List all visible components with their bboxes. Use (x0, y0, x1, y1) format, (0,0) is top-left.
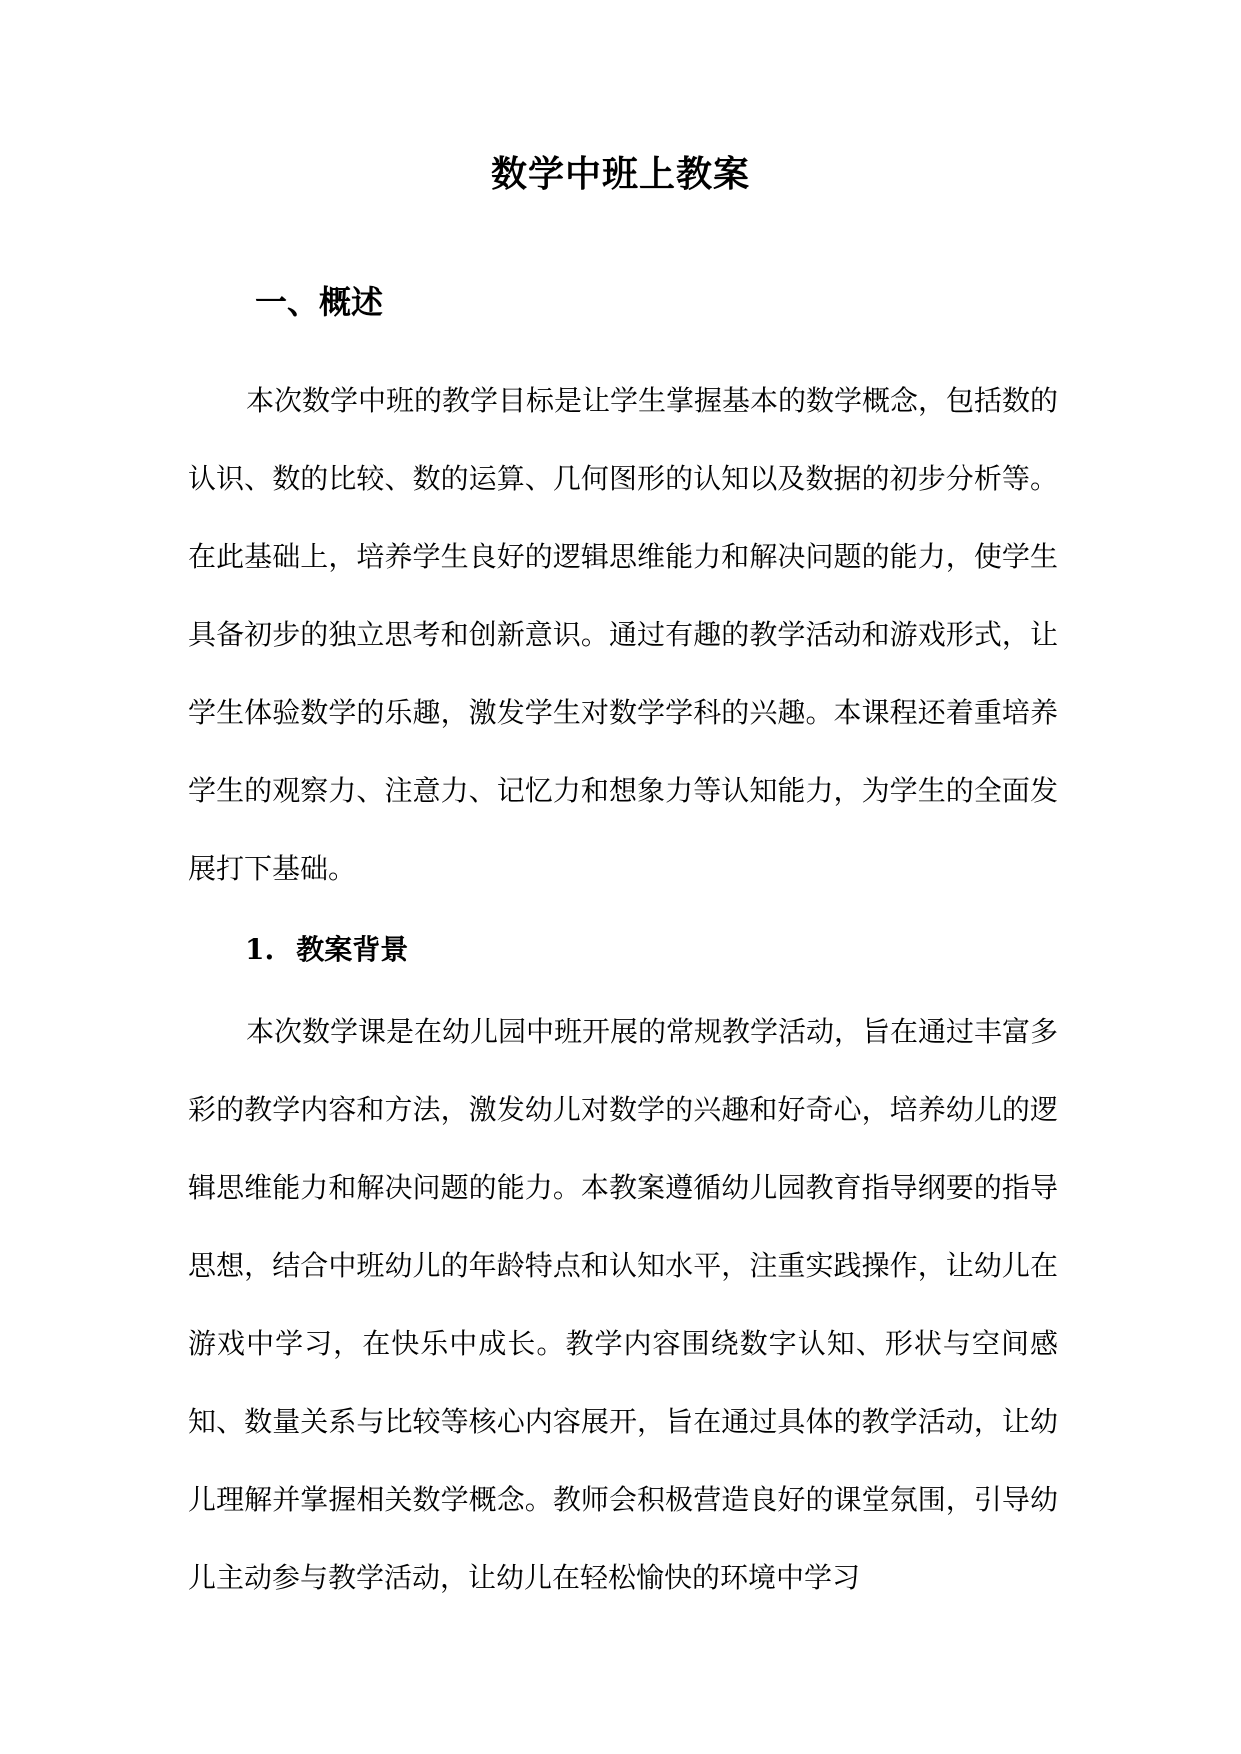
document-title: 数学中班上教案 (490, 153, 750, 195)
overview-paragraph: 本次数学中班的教学目标是让学生掌握基本的数学概念，包括数的认识、数的比较、数的运算、几何图形的认知以及数据的初步分析等。在此基础上，培养学生良好的逻辑思维能力和解决问题的能力，使学生具备初步的独立思考和创新意识。通过有趣的教学活动和游戏形式，让学生体验数学的乐趣，激发学生对数学学科的兴趣。本课程还着重培养学生的观察力、注意力、记忆力和想象力等认知能力，为学生的全面发展打下基础。 (188, 384, 1059, 885)
subsection-number: 1. (245, 933, 275, 966)
subsection-title: 教案背景 (296, 933, 409, 966)
section-heading-overview: 一、概述 (255, 283, 384, 321)
background-paragraph: 本次数学课是在幼儿园中班开展的常规教学活动，旨在通过丰富多彩的教学内容和方法，激发幼儿对数学的兴趣和好奇心，培养幼儿的逻辑思维能力和解决问题的能力。本教案遵循幼儿园教育指导纲要的指导思想，结合中班幼儿的年龄特点和认知水平，注重实践操作，让幼儿在游戏中学习，在快乐中成长。教学内容围绕数字认知、形状与空间感知、数量关系与比较等核心内容展开，旨在通过具体的教学活动，让幼儿理解并掌握相关数学概念。教师会积极营造良好的课堂氛围，引导幼儿主动参与教学活动，让幼儿在轻松愉快的环境中学习 (188, 1015, 1059, 1594)
subsection-heading-background (245, 928, 408, 972)
